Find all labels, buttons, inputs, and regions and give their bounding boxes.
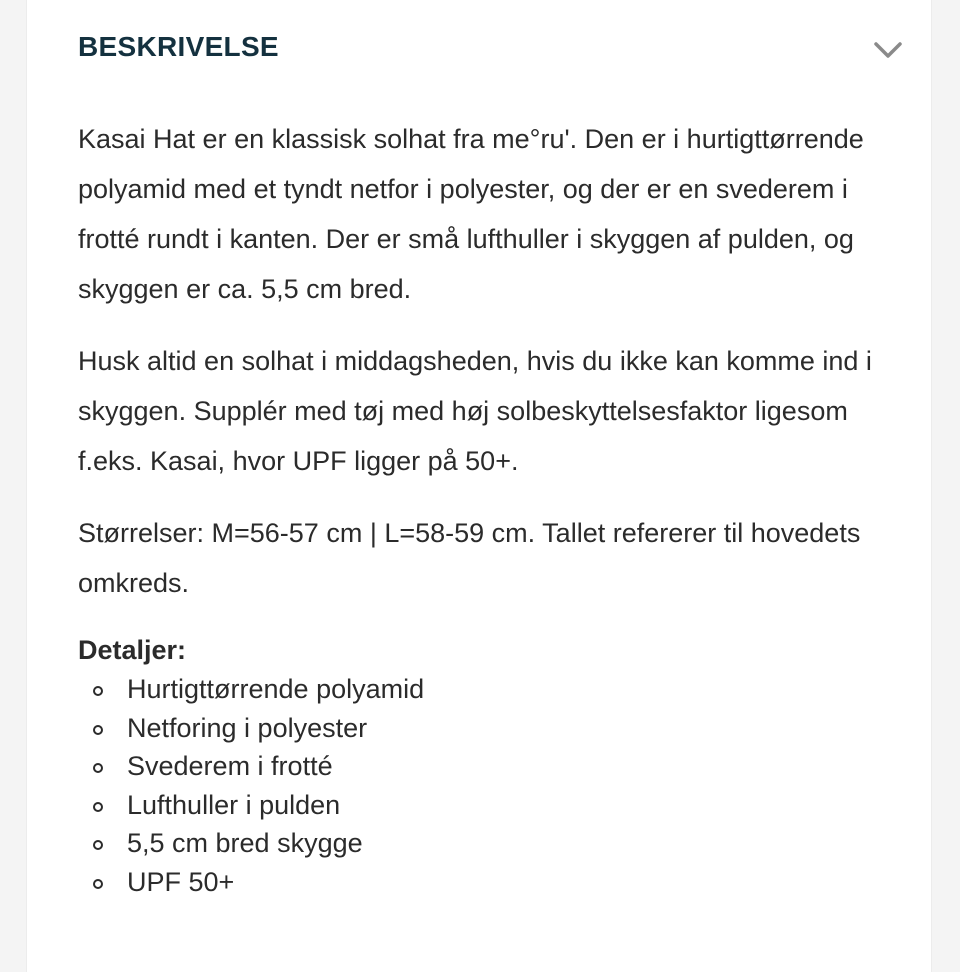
list-item <box>78 747 898 786</box>
description-accordion-toggle[interactable] <box>27 0 931 100</box>
bullet-icon <box>93 763 103 773</box>
list-item-label: Svederem i frotté <box>127 751 333 781</box>
list-item <box>78 824 898 863</box>
chevron-down-icon[interactable] <box>871 36 905 64</box>
list-item <box>78 670 898 709</box>
description-paragraph-sun-advice: Husk altid en solhat i middagsheden, hvis du ikke kan komme ind i skyggen. Supplér med tøj med høj solbeskyttelsesfaktor ligesom f.eks. Kasai, hvor UPF ligger på 50+. <box>78 346 872 476</box>
list-item <box>78 709 898 748</box>
section-title: BESKRIVELSE <box>78 31 279 62</box>
list-item-label: 5,5 cm bred skygge <box>127 828 363 858</box>
details-list <box>78 670 898 901</box>
bullet-icon <box>93 840 103 850</box>
bullet-icon <box>93 725 103 735</box>
description-paragraph-intro: Kasai Hat er en klassisk solhat fra me°ru'. Den er i hurtigttørrende polyamid med et tyndt netfor i polyester, og der er en svederem i frotté rundt i kanten. Der er små lufthuller i skyggen af pulden, og skyggen er ca. 5,5 cm bred. <box>78 124 864 304</box>
description-panel <box>26 0 932 972</box>
description-content <box>78 114 898 901</box>
list-item-label: Hurtigttørrende polyamid <box>127 674 425 704</box>
details-heading: Detaljer: <box>78 635 187 665</box>
bullet-icon <box>93 686 103 696</box>
bullet-icon <box>93 802 103 812</box>
list-item <box>78 786 898 825</box>
list-item <box>78 863 898 902</box>
list-item-label: Lufthuller i pulden <box>127 789 341 820</box>
bullet-icon <box>93 879 103 889</box>
list-item-label: UPF 50+ <box>127 866 235 897</box>
list-item-label: Netforing i polyester <box>127 712 368 743</box>
description-paragraph-sizes: Størrelser: M=56-57 cm | L=58-59 cm. Tallet refererer til hovedets omkreds. <box>78 518 861 598</box>
